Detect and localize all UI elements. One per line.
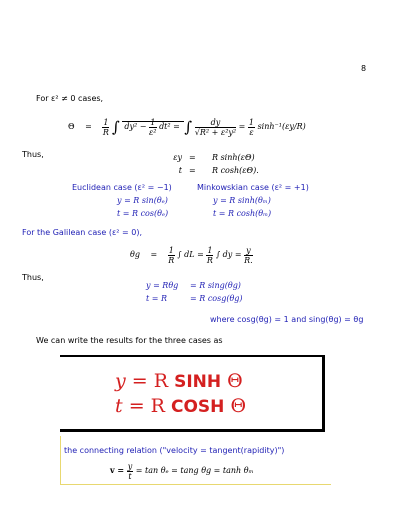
page-number: 8 xyxy=(361,64,367,73)
one-over-eps xyxy=(248,118,255,137)
arcsinh-result: sinh⁻¹(εy/R) xyxy=(257,122,306,131)
galilean-intro: For the Galilean case (ε² = 0), xyxy=(22,228,143,237)
numerator: 1 xyxy=(207,245,213,255)
integral-sign: ∫ xyxy=(112,118,120,136)
sinh-function: SINH xyxy=(174,372,222,392)
one-over-r xyxy=(102,118,109,137)
numerator: 1 xyxy=(168,245,174,255)
minkowskian-t: t = R cosh(θₘ) xyxy=(213,209,272,218)
box-t: t xyxy=(115,395,123,417)
results-intro: We can write the results for the three cases as xyxy=(36,336,223,345)
box-eq-2: = R xyxy=(128,395,165,417)
denominator: ε xyxy=(249,127,254,137)
dy-over-sqrt xyxy=(195,118,236,137)
box-line-cosh xyxy=(115,395,246,417)
integral-sign-2: ∫ xyxy=(184,118,193,136)
velocity-symbol: v = xyxy=(110,465,125,475)
minkowskian-case-title: Minkowskian case (ε² = +1) xyxy=(197,183,309,192)
dy-squared: dy² − xyxy=(124,122,147,131)
euclidean-case-title: Euclidean case (ε² = −1) xyxy=(72,183,172,192)
intro-text: For ε² ≠ 0 cases, xyxy=(36,94,104,103)
denominator: √R² + ε²y² xyxy=(194,127,237,137)
theta-arg-1: Θ xyxy=(227,370,243,392)
theta-integral-equation xyxy=(68,114,306,140)
thus-label-2: Thus, xyxy=(22,273,44,282)
numerator: 1 xyxy=(248,117,255,127)
connecting-title: the connecting relation ("velocity = tangent(rapidity)") xyxy=(64,446,285,455)
numerator: y xyxy=(244,246,253,256)
box-line-sinh xyxy=(115,370,243,392)
thus2-lhs-2: t = R xyxy=(146,294,168,303)
numerator: y xyxy=(127,461,133,471)
thus1-lhs-1: εy xyxy=(173,153,182,162)
euclidean-y: y = R sin(θₑ) xyxy=(117,196,168,205)
equals-sign-2: = xyxy=(238,122,246,131)
numerator: 1 xyxy=(103,117,109,127)
denominator: t xyxy=(128,471,132,481)
thus2-rhs-1: = R sing(θg) xyxy=(190,281,241,290)
integral-dl: ∫ dL = xyxy=(177,250,204,259)
thus1-rhs-1: R sinh(εΘ) xyxy=(212,153,255,162)
one-over-r-2 xyxy=(206,246,213,265)
thus2-lhs-1: y = Rθg xyxy=(146,281,179,290)
dt-squared: dt² = xyxy=(159,122,180,131)
denominator: ε² xyxy=(149,127,157,137)
thus1-eq-1: = xyxy=(189,153,196,162)
box-y: y xyxy=(115,370,126,392)
thus1-eq-2: = xyxy=(189,166,196,175)
theta-arg-2: Θ xyxy=(230,395,247,417)
where-clause: where cosg(θg) = 1 and sing(θg) = θg xyxy=(210,315,364,324)
denominator: R. xyxy=(244,255,253,265)
thus1-lhs-2: t xyxy=(178,166,182,175)
box-eq-1: = R xyxy=(131,370,169,392)
tangent-relations: = tan θₑ = tang θg = tanh θₘ xyxy=(135,466,254,475)
sqrt-expression xyxy=(122,117,184,137)
cosh-function: COSH xyxy=(171,397,225,417)
numerator: dy xyxy=(195,118,236,128)
denominator: R xyxy=(206,255,213,265)
velocity-equation xyxy=(110,459,253,481)
equals-sign: = xyxy=(85,122,92,131)
thus1-rhs-2: R cosh(εΘ). xyxy=(212,166,259,175)
numerator: 1 xyxy=(150,117,156,127)
y-over-t xyxy=(127,462,134,481)
galilean-equation xyxy=(130,242,253,268)
minkowskian-y: y = R sinh(θₘ) xyxy=(213,196,271,205)
theta-g: θg xyxy=(130,250,140,259)
denominator: R xyxy=(102,127,109,137)
denominator: R xyxy=(168,255,175,265)
y-over-r xyxy=(244,246,253,265)
equals-sign: = xyxy=(150,250,158,259)
one-over-r xyxy=(168,246,175,265)
result-box xyxy=(60,355,325,432)
thus2-rhs-2: = R cosg(θg) xyxy=(190,294,243,303)
theta-symbol: Θ xyxy=(68,122,75,131)
thus-label-1: Thus, xyxy=(22,150,44,159)
integral-dy: ∫ dy = xyxy=(215,250,242,259)
euclidean-t: t = R cos(θₑ) xyxy=(117,209,169,218)
one-over-eps2 xyxy=(149,118,157,137)
